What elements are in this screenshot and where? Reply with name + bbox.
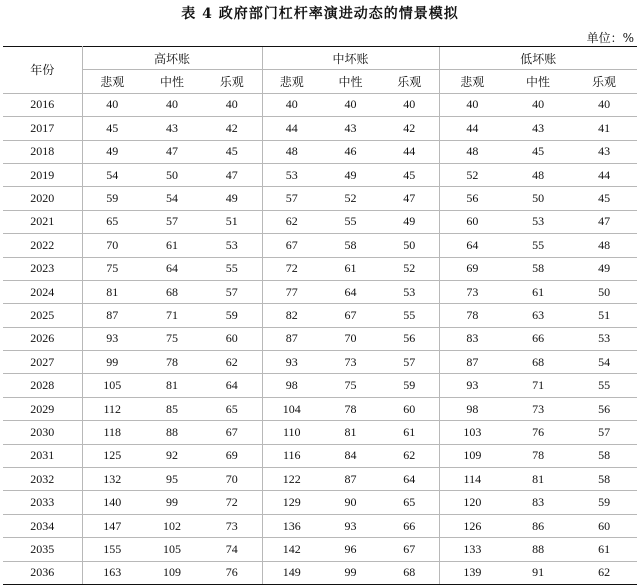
table-title: 表 4 政府部门杠杆率演进动态的情景模拟	[181, 6, 459, 22]
value-cell: 110	[262, 421, 321, 444]
value-cell: 48	[439, 140, 505, 163]
value-cell: 126	[439, 514, 505, 537]
value-cell: 53	[571, 327, 637, 350]
unit-label: 单位：%	[586, 31, 634, 45]
value-cell: 77	[262, 280, 321, 303]
group-header-high: 高坏账	[82, 47, 262, 70]
value-cell: 65	[380, 491, 439, 514]
value-cell: 93	[82, 327, 142, 350]
value-cell: 73	[439, 280, 505, 303]
value-cell: 54	[82, 163, 142, 186]
value-cell: 58	[505, 257, 571, 280]
value-cell: 47	[380, 187, 439, 210]
value-cell: 155	[82, 538, 142, 561]
leverage-table	[3, 46, 637, 585]
table-row	[3, 421, 637, 444]
value-cell: 47	[142, 140, 202, 163]
value-cell: 68	[142, 280, 202, 303]
value-cell: 61	[321, 257, 380, 280]
table-row	[3, 397, 637, 420]
table-row	[3, 304, 637, 327]
value-cell: 41	[571, 117, 637, 140]
year-cell: 2020	[3, 187, 82, 210]
value-cell: 147	[82, 514, 142, 537]
value-cell: 59	[82, 187, 142, 210]
value-cell: 60	[380, 397, 439, 420]
value-cell: 65	[82, 210, 142, 233]
value-cell: 118	[82, 421, 142, 444]
scenario-header: 悲观	[82, 70, 142, 93]
value-cell: 57	[202, 280, 262, 303]
value-cell: 70	[202, 468, 262, 491]
year-cell: 2033	[3, 491, 82, 514]
value-cell: 59	[380, 374, 439, 397]
value-cell: 46	[321, 140, 380, 163]
year-cell: 2023	[3, 257, 82, 280]
value-cell: 50	[142, 163, 202, 186]
table-row	[3, 234, 637, 257]
value-cell: 82	[262, 304, 321, 327]
value-cell: 87	[82, 304, 142, 327]
value-cell: 60	[571, 514, 637, 537]
value-cell: 88	[505, 538, 571, 561]
value-cell: 133	[439, 538, 505, 561]
value-cell: 64	[380, 468, 439, 491]
value-cell: 66	[505, 327, 571, 350]
value-cell: 45	[505, 140, 571, 163]
value-cell: 40	[202, 93, 262, 116]
value-cell: 75	[82, 257, 142, 280]
value-cell: 73	[505, 397, 571, 420]
value-cell: 102	[142, 514, 202, 537]
value-cell: 93	[262, 351, 321, 374]
value-cell: 72	[262, 257, 321, 280]
value-cell: 49	[380, 210, 439, 233]
value-cell: 57	[571, 421, 637, 444]
year-cell: 2018	[3, 140, 82, 163]
value-cell: 93	[321, 514, 380, 537]
value-cell: 50	[505, 187, 571, 210]
table-row	[3, 444, 637, 467]
value-cell: 149	[262, 561, 321, 584]
value-cell: 92	[142, 444, 202, 467]
value-cell: 53	[262, 163, 321, 186]
scenario-header: 中性	[142, 70, 202, 93]
value-cell: 67	[380, 538, 439, 561]
value-cell: 74	[202, 538, 262, 561]
value-cell: 40	[439, 93, 505, 116]
table-row	[3, 117, 637, 140]
value-cell: 90	[321, 491, 380, 514]
value-cell: 59	[202, 304, 262, 327]
value-cell: 53	[505, 210, 571, 233]
value-cell: 76	[505, 421, 571, 444]
value-cell: 78	[321, 397, 380, 420]
value-cell: 53	[380, 280, 439, 303]
year-cell: 2030	[3, 421, 82, 444]
value-cell: 98	[439, 397, 505, 420]
value-cell: 53	[202, 234, 262, 257]
scenario-header: 中性	[321, 70, 380, 93]
value-cell: 109	[142, 561, 202, 584]
value-cell: 48	[571, 234, 637, 257]
table-row	[3, 280, 637, 303]
value-cell: 120	[439, 491, 505, 514]
value-cell: 40	[380, 93, 439, 116]
value-cell: 85	[142, 397, 202, 420]
value-cell: 71	[505, 374, 571, 397]
value-cell: 58	[571, 468, 637, 491]
value-cell: 93	[439, 374, 505, 397]
value-cell: 61	[505, 280, 571, 303]
value-cell: 84	[321, 444, 380, 467]
value-cell: 57	[142, 210, 202, 233]
value-cell: 83	[505, 491, 571, 514]
scenario-header: 悲观	[262, 70, 321, 93]
value-cell: 140	[82, 491, 142, 514]
year-cell: 2017	[3, 117, 82, 140]
value-cell: 48	[505, 163, 571, 186]
value-cell: 75	[321, 374, 380, 397]
value-cell: 49	[82, 140, 142, 163]
value-cell: 57	[262, 187, 321, 210]
value-cell: 47	[202, 163, 262, 186]
year-cell: 2019	[3, 163, 82, 186]
year-cell: 2034	[3, 514, 82, 537]
table-body	[3, 93, 637, 584]
table-row	[3, 187, 637, 210]
value-cell: 47	[571, 210, 637, 233]
value-cell: 136	[262, 514, 321, 537]
group-header-mid: 中坏账	[262, 47, 439, 70]
value-cell: 125	[82, 444, 142, 467]
scenario-header: 乐观	[202, 70, 262, 93]
table-row	[3, 374, 637, 397]
value-cell: 64	[202, 374, 262, 397]
value-cell: 129	[262, 491, 321, 514]
value-cell: 40	[262, 93, 321, 116]
value-cell: 62	[202, 351, 262, 374]
value-cell: 61	[380, 421, 439, 444]
value-cell: 78	[142, 351, 202, 374]
value-cell: 55	[202, 257, 262, 280]
value-cell: 40	[82, 93, 142, 116]
value-cell: 57	[380, 351, 439, 374]
value-cell: 87	[321, 468, 380, 491]
value-cell: 75	[142, 327, 202, 350]
value-cell: 49	[571, 257, 637, 280]
value-cell: 45	[202, 140, 262, 163]
value-cell: 48	[262, 140, 321, 163]
value-cell: 43	[321, 117, 380, 140]
value-cell: 70	[82, 234, 142, 257]
value-cell: 104	[262, 397, 321, 420]
value-cell: 40	[571, 93, 637, 116]
value-cell: 67	[321, 304, 380, 327]
value-cell: 43	[505, 117, 571, 140]
year-cell: 2021	[3, 210, 82, 233]
value-cell: 66	[380, 514, 439, 537]
value-cell: 59	[571, 491, 637, 514]
value-cell: 61	[571, 538, 637, 561]
year-cell: 2026	[3, 327, 82, 350]
value-cell: 40	[505, 93, 571, 116]
value-cell: 56	[571, 397, 637, 420]
year-cell: 2035	[3, 538, 82, 561]
table-row	[3, 491, 637, 514]
value-cell: 103	[439, 421, 505, 444]
value-cell: 105	[82, 374, 142, 397]
value-cell: 67	[202, 421, 262, 444]
value-cell: 51	[202, 210, 262, 233]
value-cell: 139	[439, 561, 505, 584]
value-cell: 55	[380, 304, 439, 327]
value-cell: 42	[380, 117, 439, 140]
value-cell: 40	[142, 93, 202, 116]
value-cell: 116	[262, 444, 321, 467]
value-cell: 98	[262, 374, 321, 397]
year-header: 年份	[3, 47, 82, 94]
value-cell: 76	[202, 561, 262, 584]
value-cell: 72	[202, 491, 262, 514]
value-cell: 73	[321, 351, 380, 374]
value-cell: 87	[262, 327, 321, 350]
value-cell: 87	[439, 351, 505, 374]
value-cell: 78	[439, 304, 505, 327]
value-cell: 81	[82, 280, 142, 303]
year-cell: 2029	[3, 397, 82, 420]
value-cell: 44	[262, 117, 321, 140]
value-cell: 50	[571, 280, 637, 303]
value-cell: 163	[82, 561, 142, 584]
value-cell: 109	[439, 444, 505, 467]
year-cell: 2028	[3, 374, 82, 397]
group-header-low: 低坏账	[439, 47, 637, 70]
value-cell: 132	[82, 468, 142, 491]
value-cell: 60	[439, 210, 505, 233]
value-cell: 52	[380, 257, 439, 280]
value-cell: 71	[142, 304, 202, 327]
value-cell: 44	[380, 140, 439, 163]
value-cell: 40	[321, 93, 380, 116]
value-cell: 56	[439, 187, 505, 210]
value-cell: 62	[571, 561, 637, 584]
year-cell: 2025	[3, 304, 82, 327]
year-cell: 2022	[3, 234, 82, 257]
value-cell: 58	[321, 234, 380, 257]
scenario-header: 乐观	[380, 70, 439, 93]
value-cell: 56	[380, 327, 439, 350]
value-cell: 68	[380, 561, 439, 584]
table-row	[3, 468, 637, 491]
value-cell: 58	[571, 444, 637, 467]
value-cell: 45	[82, 117, 142, 140]
value-cell: 99	[321, 561, 380, 584]
table-row	[3, 257, 637, 280]
value-cell: 86	[505, 514, 571, 537]
table-row	[3, 351, 637, 374]
table-row	[3, 514, 637, 537]
value-cell: 49	[202, 187, 262, 210]
year-cell: 2036	[3, 561, 82, 584]
value-cell: 73	[202, 514, 262, 537]
value-cell: 62	[262, 210, 321, 233]
scenario-header: 中性	[505, 70, 571, 93]
value-cell: 44	[439, 117, 505, 140]
value-cell: 55	[321, 210, 380, 233]
table-row	[3, 140, 637, 163]
value-cell: 63	[505, 304, 571, 327]
value-cell: 91	[505, 561, 571, 584]
scenario-header: 悲观	[439, 70, 505, 93]
value-cell: 64	[142, 257, 202, 280]
value-cell: 54	[142, 187, 202, 210]
year-cell: 2016	[3, 93, 82, 116]
year-cell: 2031	[3, 444, 82, 467]
value-cell: 45	[571, 187, 637, 210]
value-cell: 60	[202, 327, 262, 350]
value-cell: 64	[321, 280, 380, 303]
value-cell: 114	[439, 468, 505, 491]
value-cell: 50	[380, 234, 439, 257]
value-cell: 42	[202, 117, 262, 140]
value-cell: 105	[142, 538, 202, 561]
value-cell: 45	[380, 163, 439, 186]
table-row	[3, 327, 637, 350]
year-cell: 2027	[3, 351, 82, 374]
value-cell: 88	[142, 421, 202, 444]
value-cell: 112	[82, 397, 142, 420]
table-row	[3, 210, 637, 233]
value-cell: 95	[142, 468, 202, 491]
value-cell: 69	[439, 257, 505, 280]
value-cell: 43	[142, 117, 202, 140]
value-cell: 122	[262, 468, 321, 491]
value-cell: 81	[142, 374, 202, 397]
value-cell: 69	[202, 444, 262, 467]
value-cell: 54	[571, 351, 637, 374]
table-row	[3, 538, 637, 561]
value-cell: 49	[321, 163, 380, 186]
table-row	[3, 93, 637, 116]
value-cell: 81	[505, 468, 571, 491]
value-cell: 78	[505, 444, 571, 467]
year-cell: 2024	[3, 280, 82, 303]
value-cell: 70	[321, 327, 380, 350]
value-cell: 52	[321, 187, 380, 210]
value-cell: 96	[321, 538, 380, 561]
value-cell: 99	[142, 491, 202, 514]
scenario-header: 乐观	[571, 70, 637, 93]
table-header	[3, 47, 637, 94]
value-cell: 142	[262, 538, 321, 561]
value-cell: 61	[142, 234, 202, 257]
table-row	[3, 163, 637, 186]
value-cell: 99	[82, 351, 142, 374]
year-cell: 2032	[3, 468, 82, 491]
value-cell: 83	[439, 327, 505, 350]
value-cell: 55	[505, 234, 571, 257]
value-cell: 65	[202, 397, 262, 420]
value-cell: 67	[262, 234, 321, 257]
value-cell: 81	[321, 421, 380, 444]
value-cell: 52	[439, 163, 505, 186]
value-cell: 62	[380, 444, 439, 467]
value-cell: 68	[505, 351, 571, 374]
value-cell: 44	[571, 163, 637, 186]
value-cell: 64	[439, 234, 505, 257]
value-cell: 51	[571, 304, 637, 327]
value-cell: 43	[571, 140, 637, 163]
value-cell: 55	[571, 374, 637, 397]
